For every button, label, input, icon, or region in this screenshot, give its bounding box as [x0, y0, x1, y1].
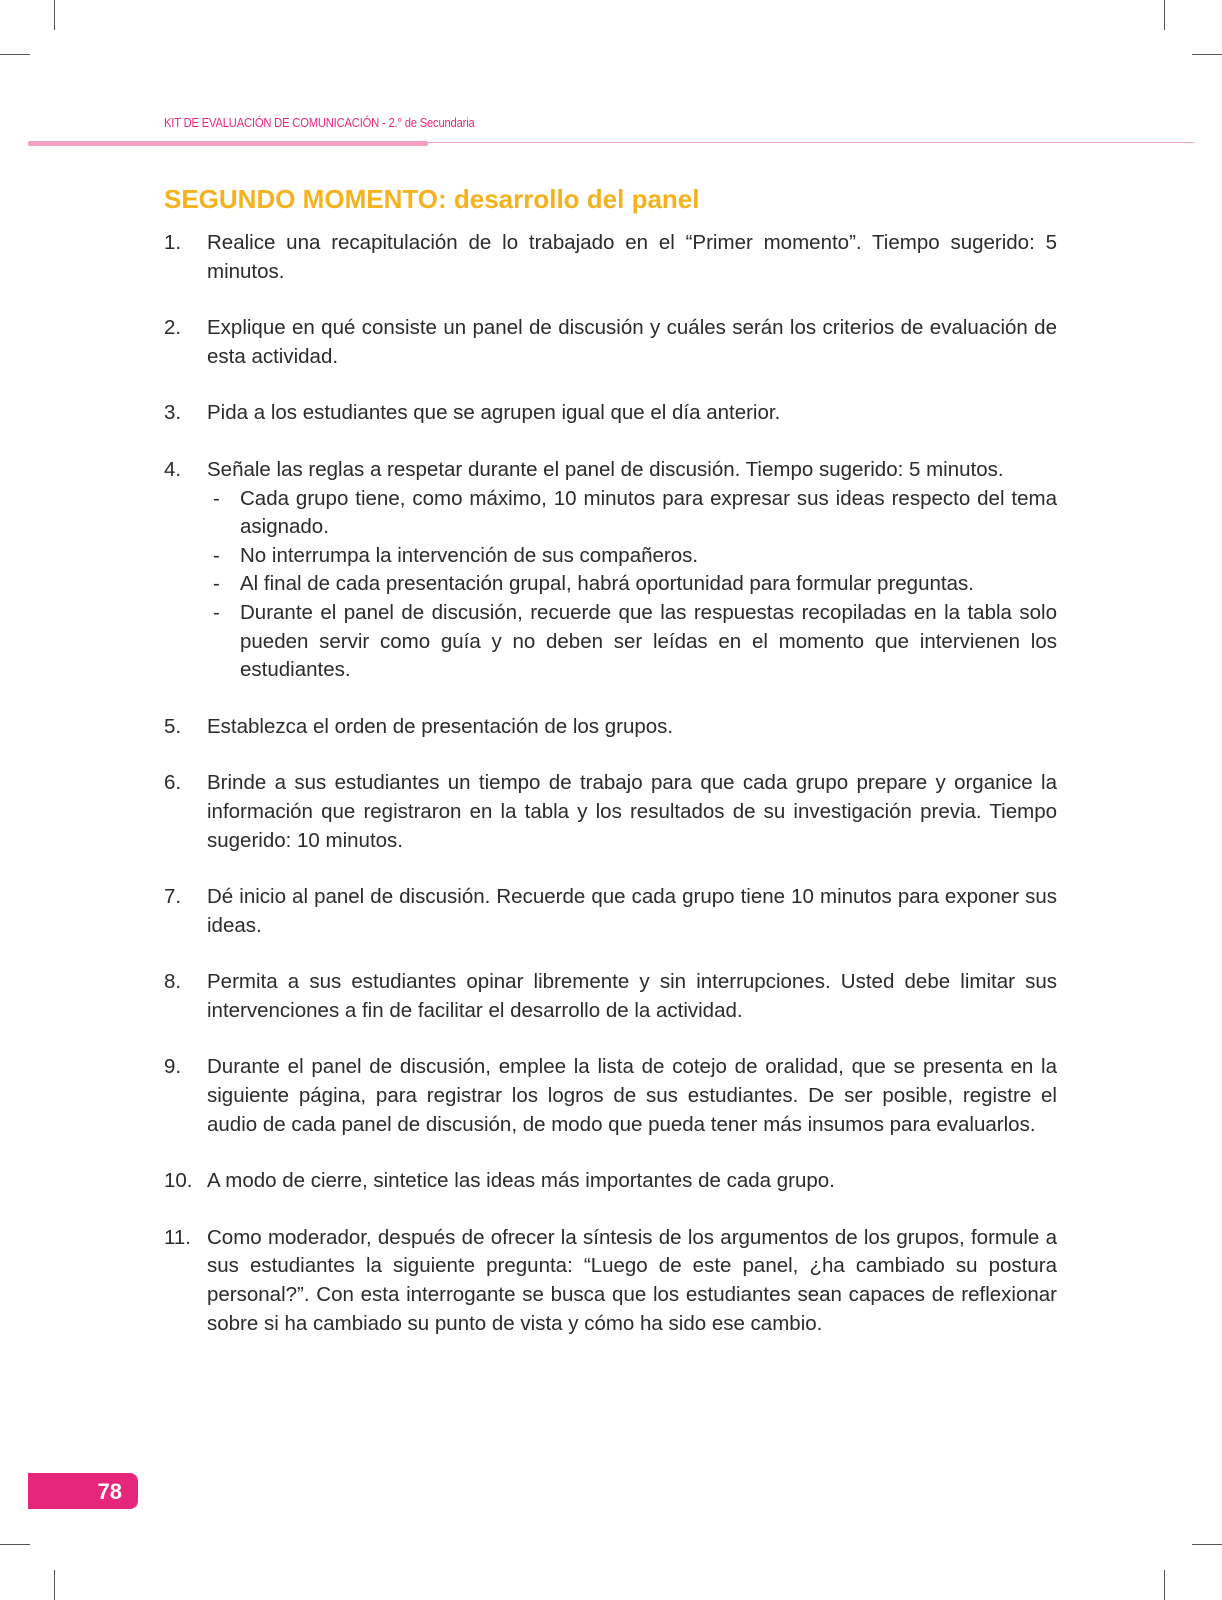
section-title: SEGUNDO MOMENTO: desarrollo del panel — [164, 184, 700, 214]
step-number: 8. — [164, 970, 182, 994]
crop-mark — [54, 0, 55, 30]
list-item — [164, 229, 1057, 286]
step-text: Realice una recapitulación de lo trabajado en el “Primer momento”. Tiempo sugerido: 5 minutos. — [207, 231, 1057, 283]
list-item — [164, 1224, 1057, 1338]
crop-mark — [0, 54, 30, 55]
crop-mark — [1164, 0, 1165, 30]
list-item — [164, 769, 1057, 855]
rule-text: No interrumpa la intervención de sus compañeros. — [240, 543, 699, 567]
step-number: 10. — [164, 1169, 193, 1193]
step-number: 4. — [164, 457, 182, 481]
list-item — [164, 883, 1057, 940]
step-text: Durante el panel de discusión, emplee la lista de cotejo de oralidad, que se presenta en la siguiente página, para registrar los logros de sus estudiantes. De ser posible, registre el audio de cada panel de discusión, de modo que pueda tener más insumos para evaluarlos. — [207, 1055, 1057, 1136]
list-item — [164, 314, 1057, 371]
step-number: 3. — [164, 401, 182, 425]
step-number: 5. — [164, 714, 182, 738]
page-number-badge — [28, 1473, 138, 1509]
steps-list — [164, 229, 1057, 1366]
rule-item: - Cada grupo tiene, como máximo, 10 minutos para expresar sus ideas respecto del tema asignado. — [213, 486, 1057, 539]
list-item — [164, 1053, 1057, 1139]
page-number: 78 — [97, 1479, 122, 1504]
step-text: Dé inicio al panel de discusión. Recuerde que cada grupo tiene 10 minutos para exponer sus ideas. — [207, 885, 1057, 937]
header-rule-accent — [28, 141, 428, 146]
step-text: Establezca el orden de presentación de los grupos. — [207, 714, 674, 738]
step-text: Como moderador, después de ofrecer la síntesis de los argumentos de los grupos, formule a sus estudiantes la siguiente pregunta: “Luego de este panel, ¿ha cambiado su postura personal?”. Con esta interrogante se busca que los estudiantes sean capaces de reflexionar sobre si ha cambiado su punto de vista y cómo ha sido ese cambio. — [207, 1225, 1057, 1335]
rule-text: Durante el panel de discusión, recuerde que las respuestas recopiladas en la tabla solo pueden servir como guía y no deben ser leídas en el momento que intervienen los estudiantes. — [240, 600, 1057, 682]
step-text: Señale las reglas a respetar durante el panel de discusión. Tiempo sugerido: 5 minutos. — [207, 457, 1004, 481]
crop-mark — [1192, 54, 1222, 55]
rule-item: - Al final de cada presentación grupal, habrá oportunidad para formular preguntas. — [213, 572, 974, 596]
step-text: A modo de cierre, sintetice las ideas más importantes de cada grupo. — [207, 1169, 835, 1193]
step-number: 6. — [164, 771, 182, 795]
crop-mark — [1192, 1544, 1222, 1545]
step-number: 1. — [164, 231, 182, 254]
rule-text: Cada grupo tiene, como máximo, 10 minutos para expresar sus ideas respecto del tema asignado. — [240, 486, 1057, 539]
list-item — [164, 713, 1057, 742]
rule-text: Al final de cada presentación grupal, habrá oportunidad para formular preguntas. — [240, 572, 974, 596]
step-number: 9. — [164, 1055, 182, 1079]
rule-item: - Durante el panel de discusión, recuerde que las respuestas recopiladas en la tabla solo pueden servir como guía y no deben ser leídas en el momento que intervienen los estudiantes. — [213, 600, 1057, 682]
step-text: Permita a sus estudiantes opinar libremente y sin interrupciones. Usted debe limitar sus intervenciones a fin de facilitar el desarrollo de la actividad. — [207, 970, 1057, 1022]
step-text: Pida a los estudiantes que se agrupen igual que el día anterior. — [207, 401, 781, 425]
step-text: Explique en qué consiste un panel de discusión y cuáles serán los criterios de evaluación de esta actividad. — [207, 316, 1057, 368]
rule-item: - No interrumpa la intervención de sus compañeros. — [213, 543, 699, 567]
running-header: KIT DE EVALUACIÓN DE COMUNICACIÓN - 2.° de Secundaria — [164, 115, 475, 130]
list-item — [164, 456, 1057, 685]
crop-mark — [0, 1544, 30, 1545]
step-text: Brinde a sus estudiantes un tiempo de trabajo para que cada grupo prepare y organice la información que registraron en la tabla y los resultados de su investigación previa. Tiempo sugerido: 10 minutos. — [207, 771, 1057, 852]
crop-mark — [1164, 1570, 1165, 1600]
step-number: 7. — [164, 885, 182, 909]
list-item — [164, 1167, 1057, 1196]
step-number: 2. — [164, 316, 182, 340]
list-item — [164, 968, 1057, 1025]
step-number: 11. — [164, 1225, 191, 1249]
list-item — [164, 399, 1057, 428]
rules-list — [207, 485, 1057, 685]
crop-mark — [54, 1570, 55, 1600]
